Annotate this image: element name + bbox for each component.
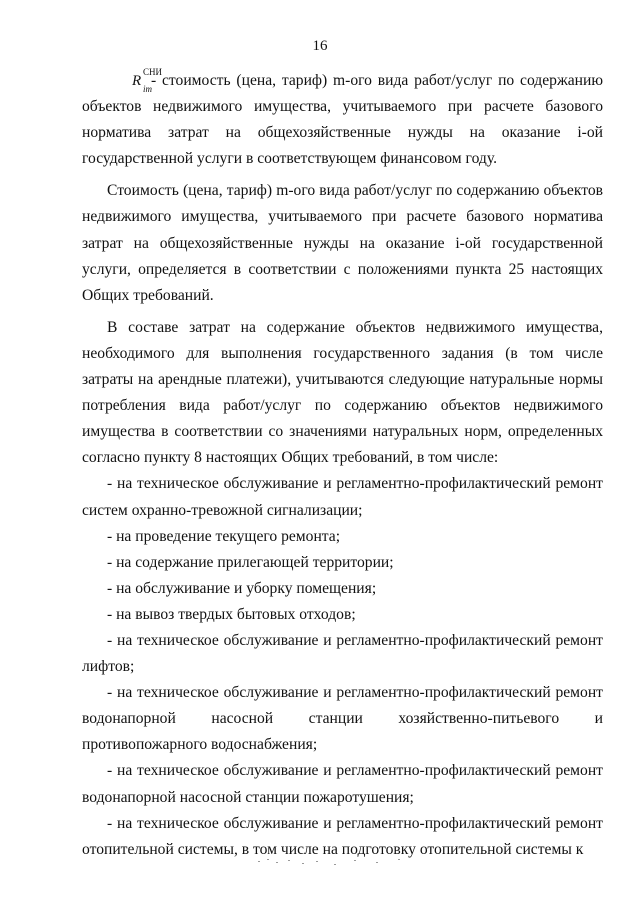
cost-paragraph: Стоимость (цена, тариф) m-ого вида работ/услуг по содержанию объектов недвижимого имущества, учитываемого при расчете базового норматива затрат на общехозяйственные нужды на оказание i-ой государственной услуги, определяется в соответствии с положениями пункта 25 настоящих Общих требований. — [82, 182, 603, 304]
list-item: - на содержание прилегающей территории; — [107, 553, 394, 571]
formula-base: R — [132, 73, 142, 89]
list-item: - на техническое обслуживание и регламентно-профилактический ремонт отопительной системы, в том числе на подготовку отопительной системы к — [82, 814, 603, 858]
scan-artifact — [258, 858, 408, 866]
list-item: - на вывоз твердых бытовых отходов; — [107, 605, 356, 623]
list-item: - на проведение текущего ремонта; — [107, 527, 341, 545]
page-number: 16 — [312, 38, 328, 54]
list-item: - на техническое обслуживание и регламентно-профилактический ремонт систем охранно-тревожной сигнализации; — [82, 475, 603, 519]
list-item: - на техническое обслуживание и регламентно-профилактический ремонт водонапорной насосной станции пожаротушения; — [82, 762, 603, 806]
formula-subscript: im — [143, 84, 152, 94]
formula-superscript: СНИ — [143, 67, 163, 77]
composition-paragraph: В составе затрат на содержание объектов недвижимого имущества, необходимого для выполнения государственного задания (в том числе затраты на арендные платежи), учитываются следующие натуральные нормы потребления вида работ/услуг по содержанию объектов недвижимого имущества в соответствии со значениями натуральных норм, определенных согласно пункту 8 настоящих Общих требований, в том числе: — [82, 318, 603, 467]
document-body — [82, 68, 603, 863]
definition-paragraph — [82, 68, 603, 172]
definition-text: - стоимость (цена, тариф) m-ого вида работ/услуг по содержанию объектов недвижимого имущества, учитываемого при расчете базового норматива затрат на общехозяйственные нужды на оказание i-ой государственной услуги в соответствующем финансовом году. — [82, 72, 603, 168]
cost-formula-symbol — [107, 67, 163, 94]
list-item: - на техническое обслуживание и регламентно-профилактический ремонт водонапорной насосной станции хозяйственно-питьевого и противопожарного водоснабжения; — [82, 684, 603, 754]
list-item: - на обслуживание и уборку помещения; — [107, 579, 377, 597]
list-item: - на техническое обслуживание и регламентно-профилактический ремонт лифтов; — [82, 631, 603, 676]
